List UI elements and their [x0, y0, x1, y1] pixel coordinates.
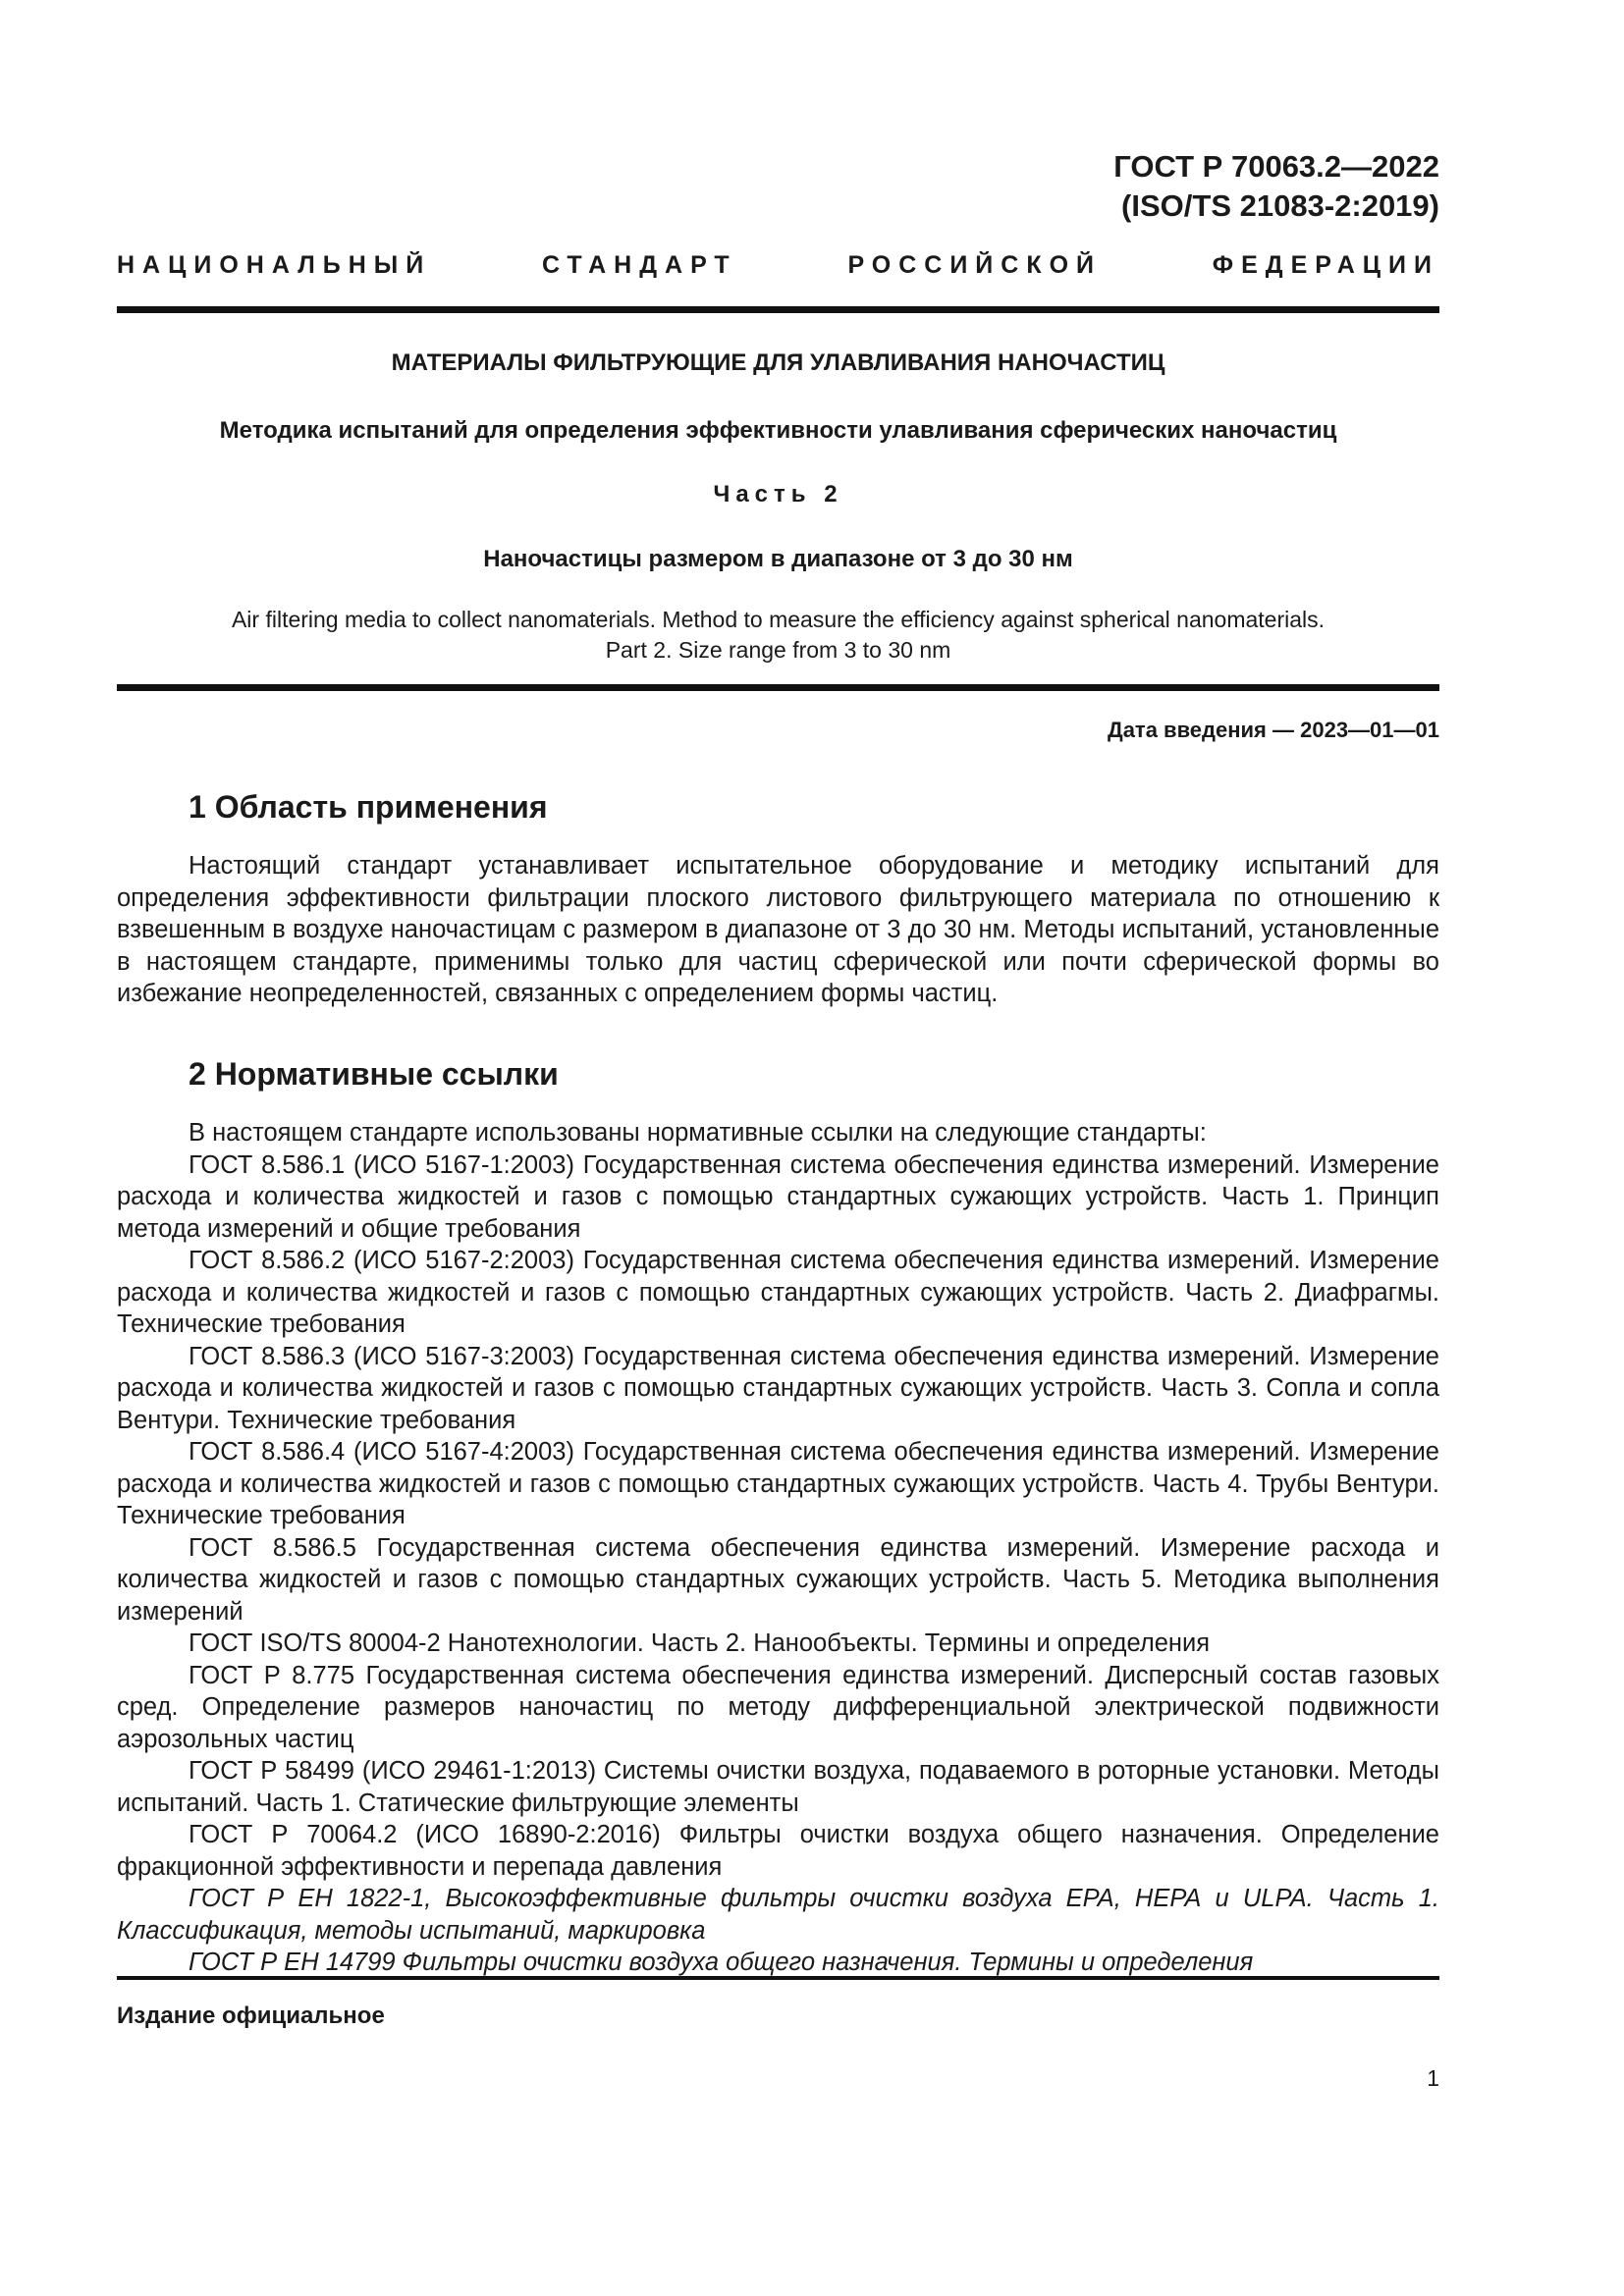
- page-number: 1: [1427, 2065, 1439, 2091]
- part-label: Часть 2: [713, 481, 843, 507]
- reference-item-italic: ГОСТ Р ЕН 1822-1, Высокоэффективные фильтры очистки воздуха ЕРА, НЕРА и ULPA. Часть 1. Классификация, методы испытаний, маркировка: [117, 1885, 1439, 1945]
- iso-number: (ISO/TS 21083-2:2019): [1121, 188, 1439, 223]
- reference-item: ГОСТ 8.586.1 (ИСО 5167-1:2003) Государственная система обеспечения единства измерений. Измерение расхода и количества жидкостей и газов с помощью стандартных сужающих устройств. Часть 1. Принцип метода измерений и общие требования: [117, 1150, 1439, 1243]
- official-edition-label: Издание официальное: [117, 2002, 385, 2029]
- document-page: [117, 0, 1439, 2296]
- reference-item: ГОСТ Р 8.775 Государственная система обеспечения единства измерений. Дисперсный состав газовых сред. Определение размеров наночастиц по методу дифференциальной электрической подвижности аэрозольных частиц: [117, 1661, 1439, 1753]
- part-title: Наночастицы размером в диапазоне от 3 до 30 нм: [483, 546, 1073, 572]
- english-title-line1: Air filtering media to collect nanomaterials. Method to measure the efficiency against spherical nanomaterials.: [231, 607, 1326, 632]
- reference-item: ГОСТ ISO/TS 80004-2 Нанотехнологии. Часть 2. Нанообъекты. Термины и определения: [189, 1629, 1211, 1657]
- reference-item: ГОСТ 8.586.3 (ИСО 5167-3:2003) Государственная система обеспечения единства измерений. Измерение расхода и количества жидкостей и газов с помощью стандартных сужающих устройств. Часть 3. Сопла и сопла Вентури. Технические требования: [117, 1342, 1439, 1434]
- section-1-heading: 1 Область применения: [189, 789, 548, 825]
- reference-item: ГОСТ Р 70064.2 (ИСО 16890-2:2016) Фильтры очистки воздуха общего назначения. Определение фракционной эффективности и перепада давления: [117, 1821, 1439, 1881]
- reference-item-italic: ГОСТ Р ЕН 14799 Фильтры очистки воздуха общего назначения. Термины и определения: [189, 1949, 1254, 1976]
- top-divider: [117, 306, 1439, 313]
- title-divider: [117, 684, 1439, 691]
- section-1-body: [117, 850, 1439, 1010]
- reference-item: ГОСТ Р 58499 (ИСО 29461-1:2013) Системы очистки воздуха, подаваемого в роторные установки. Методы испытаний. Часть 1. Статические фильтрующие элементы: [117, 1757, 1439, 1817]
- national-standard-banner: НАЦИОНАЛЬНЫЙ СТАНДАРТ РОССИЙСКОЙ ФЕДЕРАЦИИ: [117, 251, 1439, 279]
- reference-item: ГОСТ 8.586.5 Государственная система обеспечения единства измерений. Измерение расхода и количества жидкостей и газов с помощью стандартных сужающих устройств. Часть 5. Методика выполнения измерений: [117, 1533, 1439, 1626]
- english-title: [117, 605, 1439, 666]
- document-title: МАТЕРИАЛЫ ФИЛЬТРУЮЩИЕ ДЛЯ УЛАВЛИВАНИЯ НАНОЧАСТИЦ: [391, 349, 1165, 376]
- footer-divider: [117, 1976, 1439, 1980]
- section-1-paragraph: Настоящий стандарт устанавливает испытательное оборудование и методику испытаний для определения эффективности фильтрации плоского листового фильтрующего материала по отношению к взвешенным в воздухе наночастицам с размером в диапазоне от 3 до 30 нм. Методы испытаний, установленные в настоящем стандарте, применимы только для частиц сферической или почти сферической формы во избежание неопределенностей, связанных с определением формы частиц.: [117, 852, 1439, 1007]
- section-2-body: [117, 1117, 1439, 1979]
- section-2-heading: 2 Нормативные ссылки: [189, 1056, 559, 1092]
- introduction-date: Дата введения — 2023—01—01: [1108, 718, 1439, 742]
- reference-item: ГОСТ 8.586.2 (ИСО 5167-2:2003) Государственная система обеспечения единства измерений. Измерение расхода и количества жидкостей и газов с помощью стандартных сужающих устройств. Часть 2. Диафрагмы. Технические требования: [117, 1247, 1439, 1338]
- document-subtitle: Методика испытаний для определения эффективности улавливания сферических наночастиц: [219, 417, 1337, 444]
- standard-number: ГОСТ Р 70063.2—2022: [1113, 149, 1439, 184]
- reference-item: ГОСТ 8.586.4 (ИСО 5167-4:2003) Государственная система обеспечения единства измерений. Измерение расхода и количества жидкостей и газов с помощью стандартных сужающих устройств. Часть 4. Трубы Вентури. Технические требования: [117, 1438, 1439, 1529]
- english-title-line2: Part 2. Size range from 3 to 30 nm: [605, 637, 951, 663]
- section-2-intro: В настоящем стандарте использованы нормативные ссылки на следующие стандарты:: [189, 1119, 1207, 1147]
- standard-designation: [1113, 147, 1439, 226]
